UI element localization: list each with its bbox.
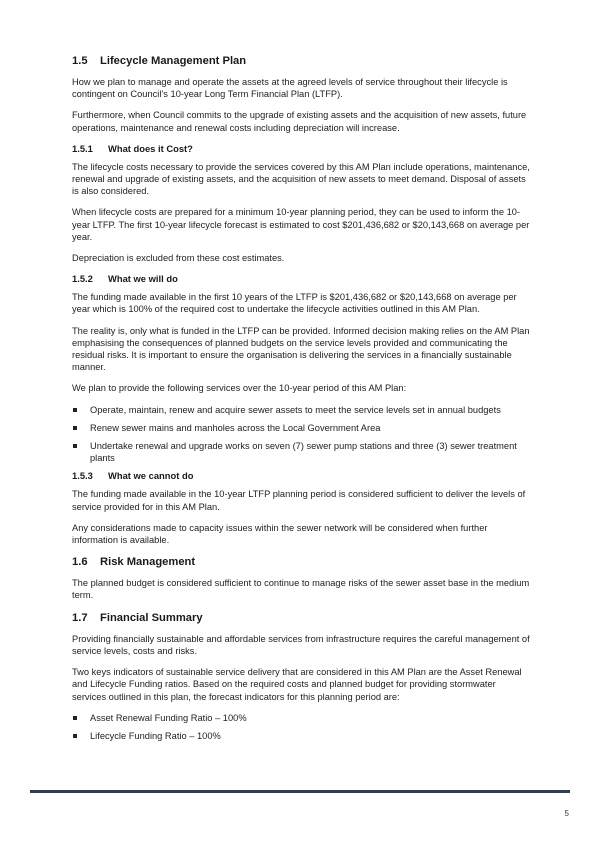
page-number: 5	[564, 809, 569, 818]
subsection-heading-1-5-3: 1.5.3 What we cannot do	[72, 470, 194, 482]
paragraph: Providing financially sustainable and affordable services from infrastructure requires the careful management of service levels, costs and risks.	[72, 633, 530, 656]
section-heading-1-6: 1.6 Risk Management	[72, 556, 196, 569]
paragraph: Depreciation is excluded from these cost estimates.	[72, 253, 285, 264]
bullet-icon	[73, 408, 77, 412]
paragraph: Two keys indicators of sustainable service delivery that are considered in this AM Plan are the Asset Renewal and Lifecycle Funding ratios. Based on the required costs and planned budget for providing stormwater services outlined in this plan, the forecast indicators for this planning period are:	[72, 667, 522, 702]
document-page	[72, 54, 530, 748]
bullet-icon	[73, 716, 77, 720]
list-item: Lifecycle Funding Ratio – 100%	[72, 730, 530, 742]
paragraph: We plan to provide the following services over the 10-year period of this AM Plan:	[72, 383, 407, 394]
paragraph: The planned budget is considered sufficient to continue to manage risks of the sewer asset base in the medium term.	[72, 578, 530, 601]
paragraph: When lifecycle costs are prepared for a minimum 10-year planning period, they can be used to inform the 10-year LTFP. The first 10-year lifecycle forecast is estimated to cost $201,436,682 or $20,143,668 on average per year.	[72, 207, 530, 242]
services-bullet-list	[72, 404, 530, 465]
footer-rule	[30, 790, 570, 793]
paragraph: The funding made available in the 10-year LTFP planning period is considered sufficient to deliver the levels of service provided for in this AM Plan.	[72, 489, 526, 512]
bullet-icon	[73, 444, 77, 448]
paragraph: Furthermore, when Council commits to the upgrade of existing assets and the acquisition of new assets, future operations, maintenance and renewal costs including depreciation will increase.	[72, 110, 527, 133]
list-item: Asset Renewal Funding Ratio – 100%	[72, 712, 530, 724]
bullet-icon	[73, 734, 77, 738]
subsection-heading-1-5-1: 1.5.1 What does it Cost?	[72, 142, 193, 154]
paragraph: The reality is, only what is funded in the LTFP can be provided. Informed decision making relies on the AM Plan emphasising the consequences of planned budgets on the service levels provided and communicating the residual risks. It is important to ensure the organisation is delivering the services in a financially sustainable manner.	[72, 325, 530, 373]
subsection-heading-1-5-2: 1.5.2 What we will do	[72, 273, 178, 285]
paragraph: How we plan to manage and operate the assets at the agreed levels of service throughout their lifecycle is contingent on Council’s 10-year Long Term Financial Plan (LTFP).	[72, 77, 508, 100]
paragraph: Any considerations made to capacity issues within the sewer network will be considered when further information is available.	[72, 522, 488, 546]
list-item: Renew sewer mains and manholes across the Local Government Area	[72, 422, 530, 434]
list-item: Operate, maintain, renew and acquire sewer assets to meet the service levels set in annual budgets	[72, 404, 530, 416]
list-item: Undertake renewal and upgrade works on seven (7) sewer pump stations and three (3) sewer treatment plants	[72, 440, 530, 464]
indicators-bullet-list	[72, 712, 530, 742]
section-heading-1-7: 1.7 Financial Summary	[72, 611, 203, 624]
paragraph: The funding made available in the first 10 years of the LTFP is $201,436,682 or $20,143,668 on average per year which is 100% of the required cost to undertake the lifecycle activities outlined in this AM Plan.	[72, 292, 517, 315]
paragraph: The lifecycle costs necessary to provide the services covered by this AM Plan include operations, maintenance, renewal and upgrade of existing assets, and the acquisition of new assets to meet demand. Disposal of assets is also considered.	[72, 161, 530, 197]
section-heading-1-5: 1.5 Lifecycle Management Plan	[72, 55, 247, 67]
bullet-icon	[73, 426, 77, 430]
